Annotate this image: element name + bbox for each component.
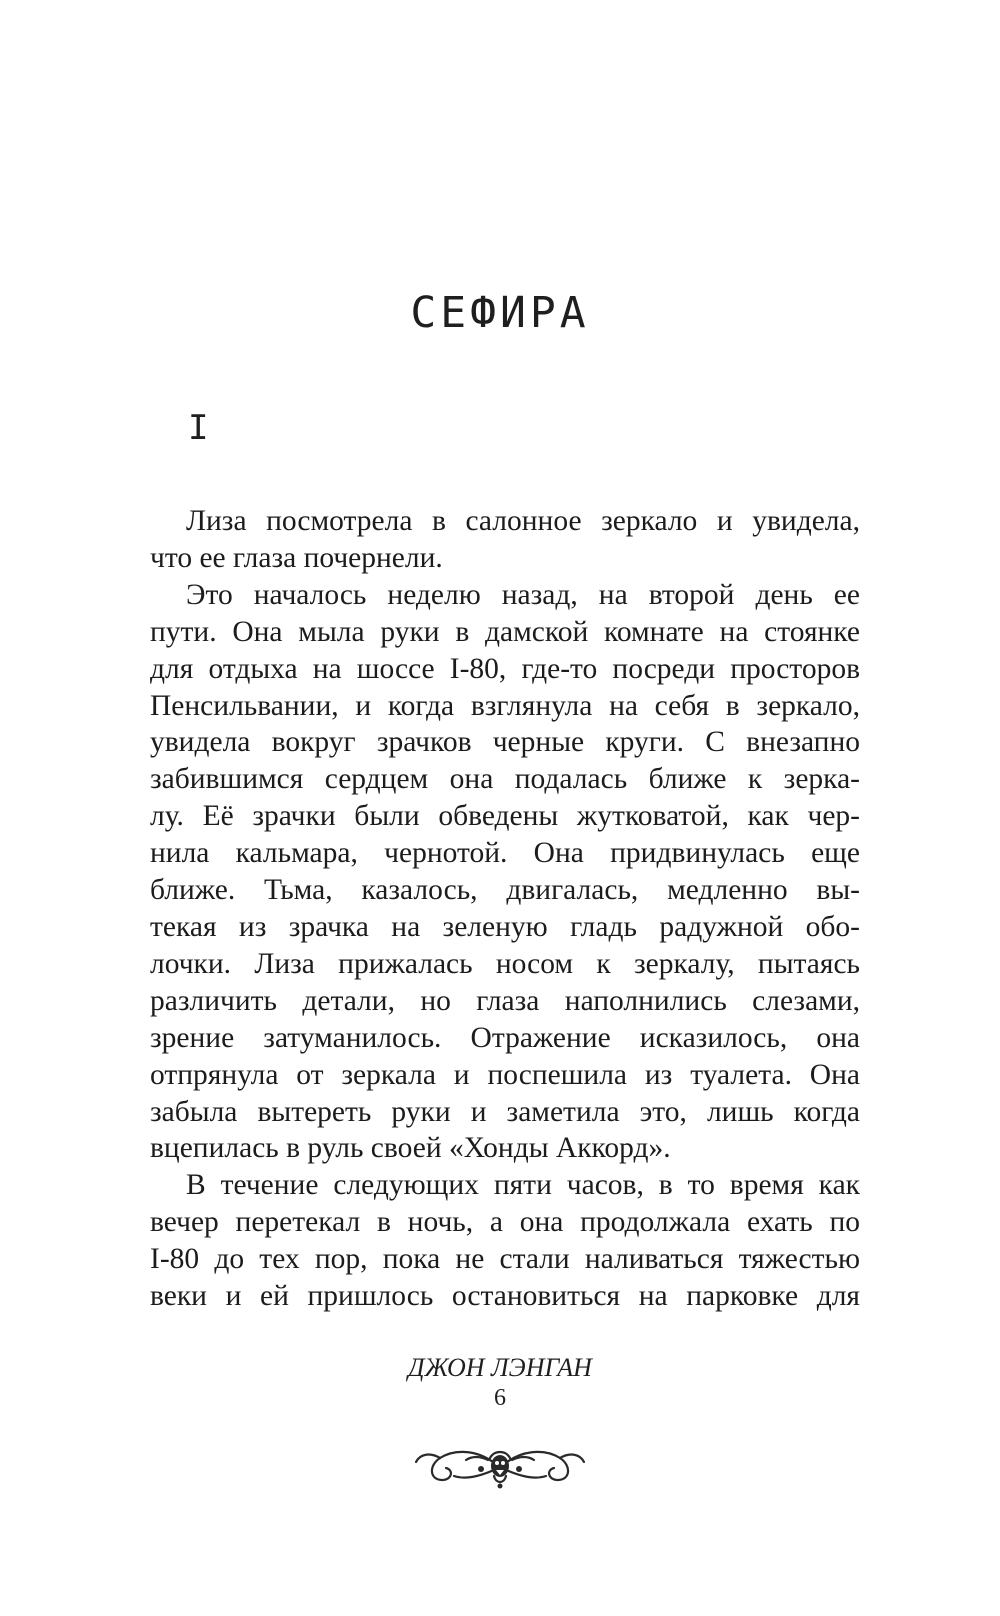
text-line: зрение затуманилось. Отражение исказилось, она [150,1021,860,1054]
text-line: Лиза посмотрела в салонное зеркало и увидела, [186,505,860,537]
text-line: I-80 до тех пор, пока не стали наливаться тяжестью [150,1243,860,1276]
decorative-flourish-icon [410,1436,590,1494]
text-line: лочки. Лиза прижалась носом к зеркалу, пытаясь [150,947,860,980]
text-line: пути. Она мыла руки в дамской комнате на стоянке [150,615,860,648]
section-numeral: I [188,408,209,448]
paragraph-1 [150,503,860,577]
page-number: 6 [494,1385,506,1411]
text-line: увидела вокруг зрачков черные круги. С внезапно [150,726,860,759]
running-footer-author: ДЖОН ЛЭНГАН [408,1353,592,1382]
text-line: для отдыха на шоссе I-80, где-то посреди просторов [150,652,860,685]
text-line: отпрянула от зеркала и поспешила из туалета. Она [150,1058,860,1091]
text-line: что ее глаза почернели. [150,541,443,574]
text-line: Пенсильвании, и когда взглянула на себя в зеркало, [150,689,860,722]
text-line: различить детали, но глаза наполнились слезами, [150,984,860,1017]
text-line: лу. Её зрачки были обведены жутковатой, как чер- [150,800,860,833]
chapter-title: СЕФИРА [410,288,590,338]
text-line: веки и ей пришлось остановиться на парковке для [150,1280,860,1313]
text-line: забившимся сердцем она подалась ближе к зерка- [150,763,860,796]
paragraph-2 [150,577,860,1168]
text-line: забыла вытереть руки и заметила это, лишь когда [150,1095,860,1128]
text-line: Это началось неделю назад, на второй день ее [186,578,860,611]
paragraph-3 [150,1167,860,1315]
text-line: вцепилась в руль своей «Хонды Аккорд». [150,1132,671,1165]
text-line: вечер перетекал в ночь, а она продолжала ехать по [150,1206,860,1239]
text-line: ближе. Тьма, казалось, двигалась, медленно вы- [150,874,860,907]
text-line: текая из зрачка на зеленую гладь радужной обо- [150,910,860,943]
text-line: В течение следующих пяти часов, в то время как [186,1169,860,1202]
text-line: нила кальмара, чернотой. Она придвинулась еще [150,837,860,870]
body-text [150,503,860,1315]
